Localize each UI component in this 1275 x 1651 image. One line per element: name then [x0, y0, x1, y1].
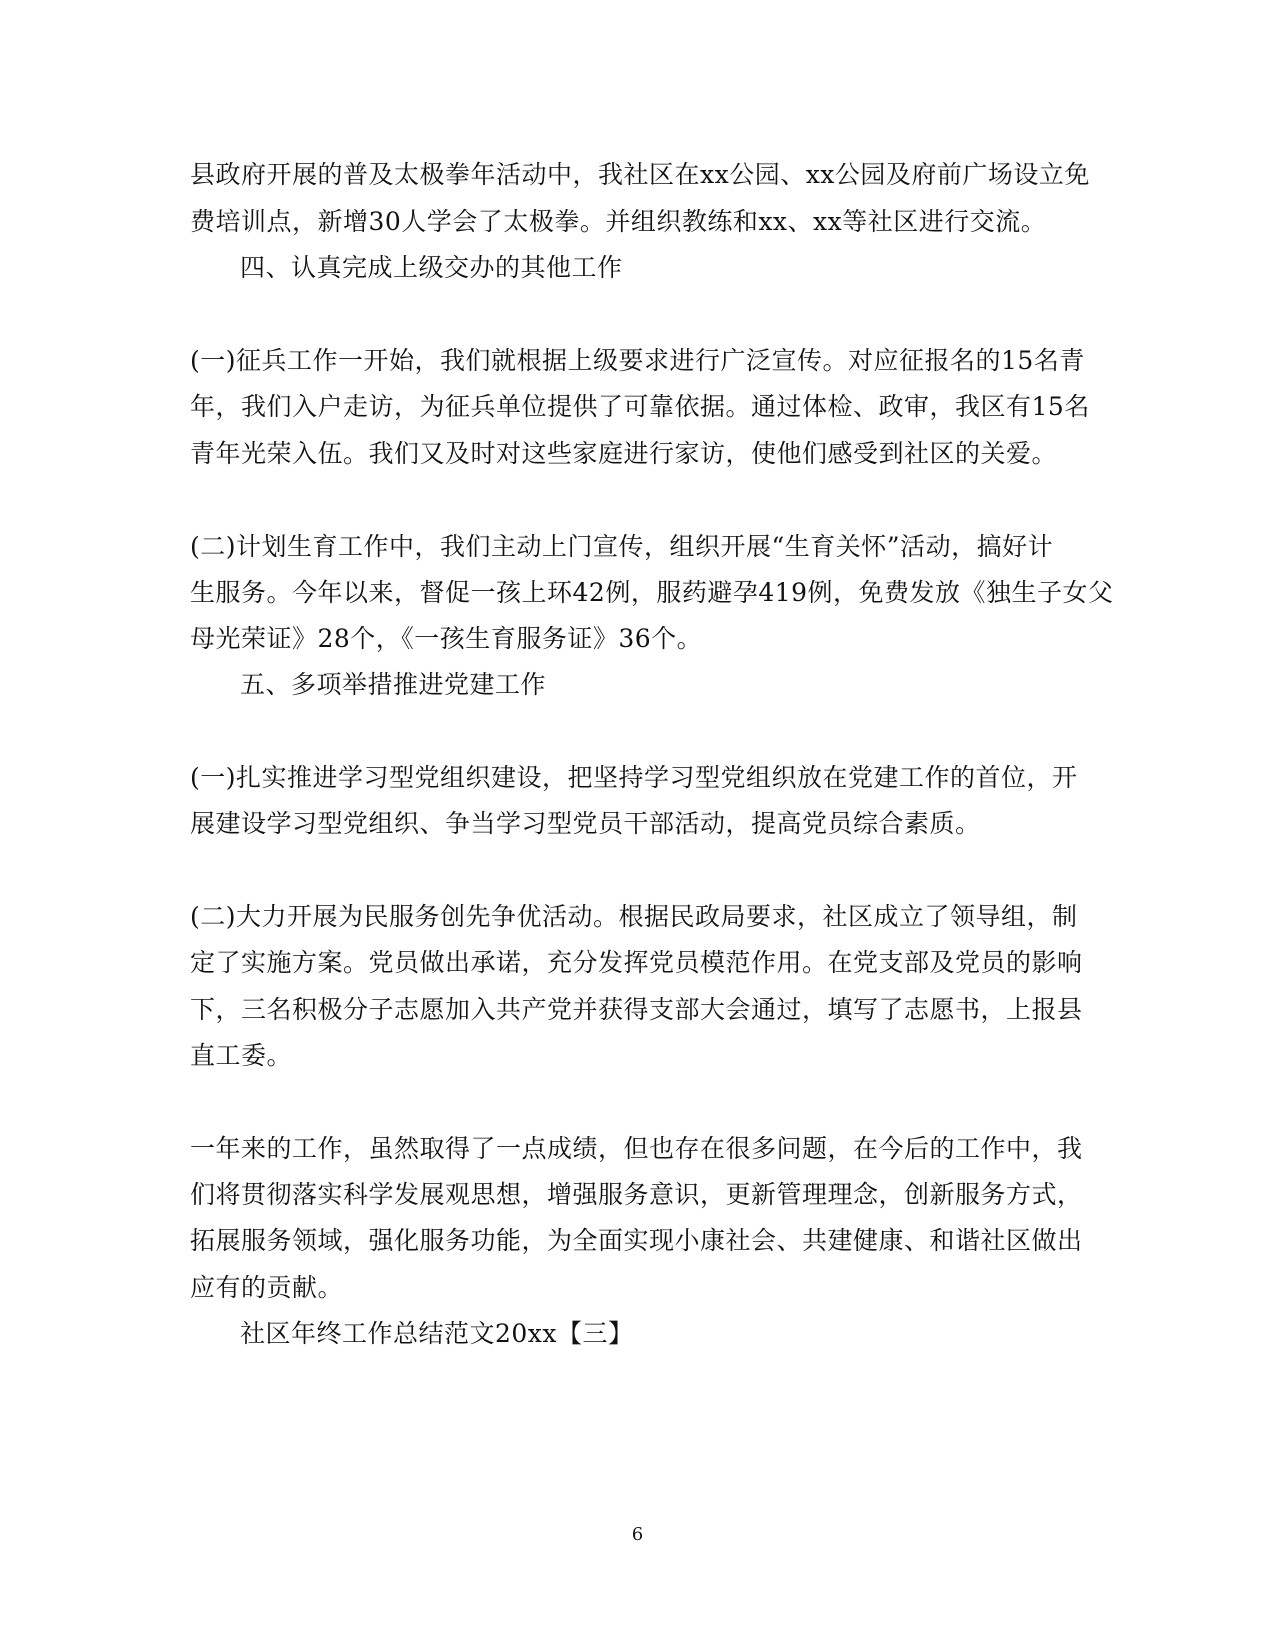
- section-heading: 五、多项举措推进党建工作: [240, 670, 547, 699]
- text-line: 县政府开展的普及太极拳年活动中，我社区在xx公园、xx公园及府前广场设立免: [190, 160, 1090, 189]
- text-line: (二)计划生育工作中，我们主动上门宣传，组织开展“生育关怀”活动，搞好计: [190, 532, 1054, 561]
- section-heading: 社区年终工作总结范文20xx【三】: [240, 1319, 634, 1348]
- text-line: (二)大力开展为民服务创先争优活动。根据民政局要求，社区成立了领导组，制: [190, 902, 1078, 931]
- text-line: 应有的贡献。: [190, 1273, 344, 1302]
- section-heading: 四、认真完成上级交办的其他工作: [240, 253, 623, 282]
- text-line: 费培训点，新增30人学会了太极拳。并组织教练和xx、xx等社区进行交流。: [190, 207, 1047, 236]
- text-line: 们将贯彻落实科学发展观思想，增强服务意识，更新管理理念，创新服务方式，: [190, 1180, 1083, 1209]
- text-line: 展建设学习型党组织、争当学习型党员干部活动，提高党员综合素质。: [190, 809, 981, 838]
- text-line: 下，三名积极分子志愿加入共产党并获得支部大会通过，填写了志愿书，上报县: [190, 995, 1083, 1024]
- text-line: (一)扎实推进学习型党组织建设，把坚持学习型党组织放在党建工作的首位，开: [190, 763, 1078, 792]
- text-line: 母光荣证》28个，《一孩生育服务证》36个。: [190, 624, 703, 653]
- text-line: 青年光荣入伍。我们又及时对这些家庭进行家访，使他们感受到社区的关爱。: [190, 439, 1058, 468]
- text-line: 一年来的工作，虽然取得了一点成绩，但也存在很多问题，在今后的工作中，我: [190, 1134, 1083, 1163]
- text-line: 拓展服务领域，强化服务功能，为全面实现小康社会、共建健康、和谐社区做出: [190, 1226, 1083, 1255]
- text-line: 生服务。今年以来，督促一孩上环42例，服药避孕419例，免费发放《独生子女父: [190, 578, 1114, 607]
- text-line: 直工委。: [190, 1041, 293, 1070]
- text-line: (一)征兵工作一开始，我们就根据上级要求进行广泛宣传。对应征报名的15名青: [190, 346, 1085, 375]
- page-number: 6: [631, 1524, 644, 1545]
- text-line: 定了实施方案。党员做出承诺，充分发挥党员模范作用。在党支部及党员的影响: [190, 948, 1083, 977]
- text-line: 年，我们入户走访，为征兵单位提供了可靠依据。通过体检、政审，我区有15名: [190, 392, 1090, 421]
